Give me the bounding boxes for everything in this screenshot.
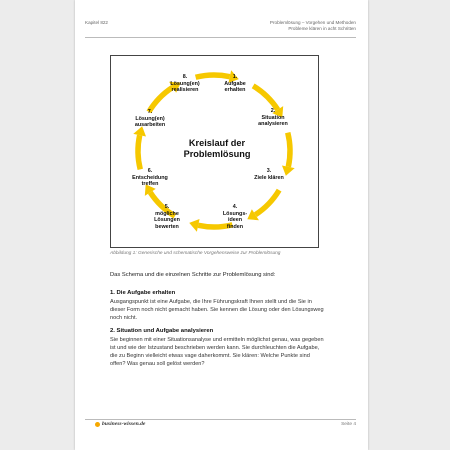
document-page <box>75 0 368 450</box>
footer-logo[interactable] <box>95 421 145 427</box>
logo-dot-icon <box>95 422 100 427</box>
section-2 <box>110 328 350 368</box>
header-divider <box>85 37 356 38</box>
chapter-label: Kapitel 822 <box>85 20 108 25</box>
figure-caption: Abbildung 1: Generische und schematische Vorgehensweise zur Problemlösung <box>110 251 281 256</box>
cycle-diagram <box>110 55 319 248</box>
step-7: 7. Lösung(en) ausarbeiten <box>134 109 166 129</box>
running-header-subtitle: Probleme klären in acht Schritten <box>288 26 356 32</box>
step-6: 6. Entscheidung treffen <box>132 168 168 188</box>
step-3: 3. Ziele klären <box>254 168 284 181</box>
running-header <box>270 20 356 32</box>
arrow-6-to-7 <box>133 126 146 169</box>
section-1-heading: 1. Die Aufgabe erhalten <box>110 290 176 296</box>
section-1 <box>110 290 350 322</box>
step-4: 4. Lösungs- ideen finden <box>222 204 248 230</box>
step-1: 1. Aufgabe erhalten <box>224 74 246 94</box>
running-header-title: Problemlösung – Vorgehen und Methoden <box>269 20 356 25</box>
step-5: 5. mögliche Lösungen bewerten <box>154 204 180 230</box>
section-2-body: Sie beginnen mit einer Situationsanalyse und ermitteln möglichst genau, was gegeben ist und wie der Istzustand beschrieben werden kann. Sie durchleuchten die Aufgabe, die zu Beginn vielleicht etwas vage daherkommt. Sie klären: Welche Punkte sind offen? Was genau soll gelöst werden? <box>110 337 324 367</box>
step-8: 8. Lösung(en) realisieren <box>170 74 200 94</box>
logo-text: business-wissen.de <box>102 421 146 427</box>
diagram-center-title <box>179 138 255 159</box>
section-1-body: Ausgangspunkt ist eine Aufgabe, die Ihre Führungskraft Ihnen stellt und die Sie in dieser Form noch nicht gemacht haben. Sie kennen die Lösung oder den Lösungsweg noch nicht. <box>110 299 324 321</box>
footer-divider <box>85 419 356 420</box>
diagram-title-line2: Problemlösung <box>183 148 251 159</box>
diagram-title-line1: Kreislauf der <box>188 138 246 148</box>
page-number: Seite 4 <box>341 422 356 427</box>
step-2: 2. Situation analysieren <box>258 108 288 128</box>
intro-text: Das Schema und die einzelnen Schritte zur Problemlösung sind: <box>110 272 276 278</box>
section-2-heading: 2. Situation und Aufgabe analysieren <box>110 328 214 334</box>
